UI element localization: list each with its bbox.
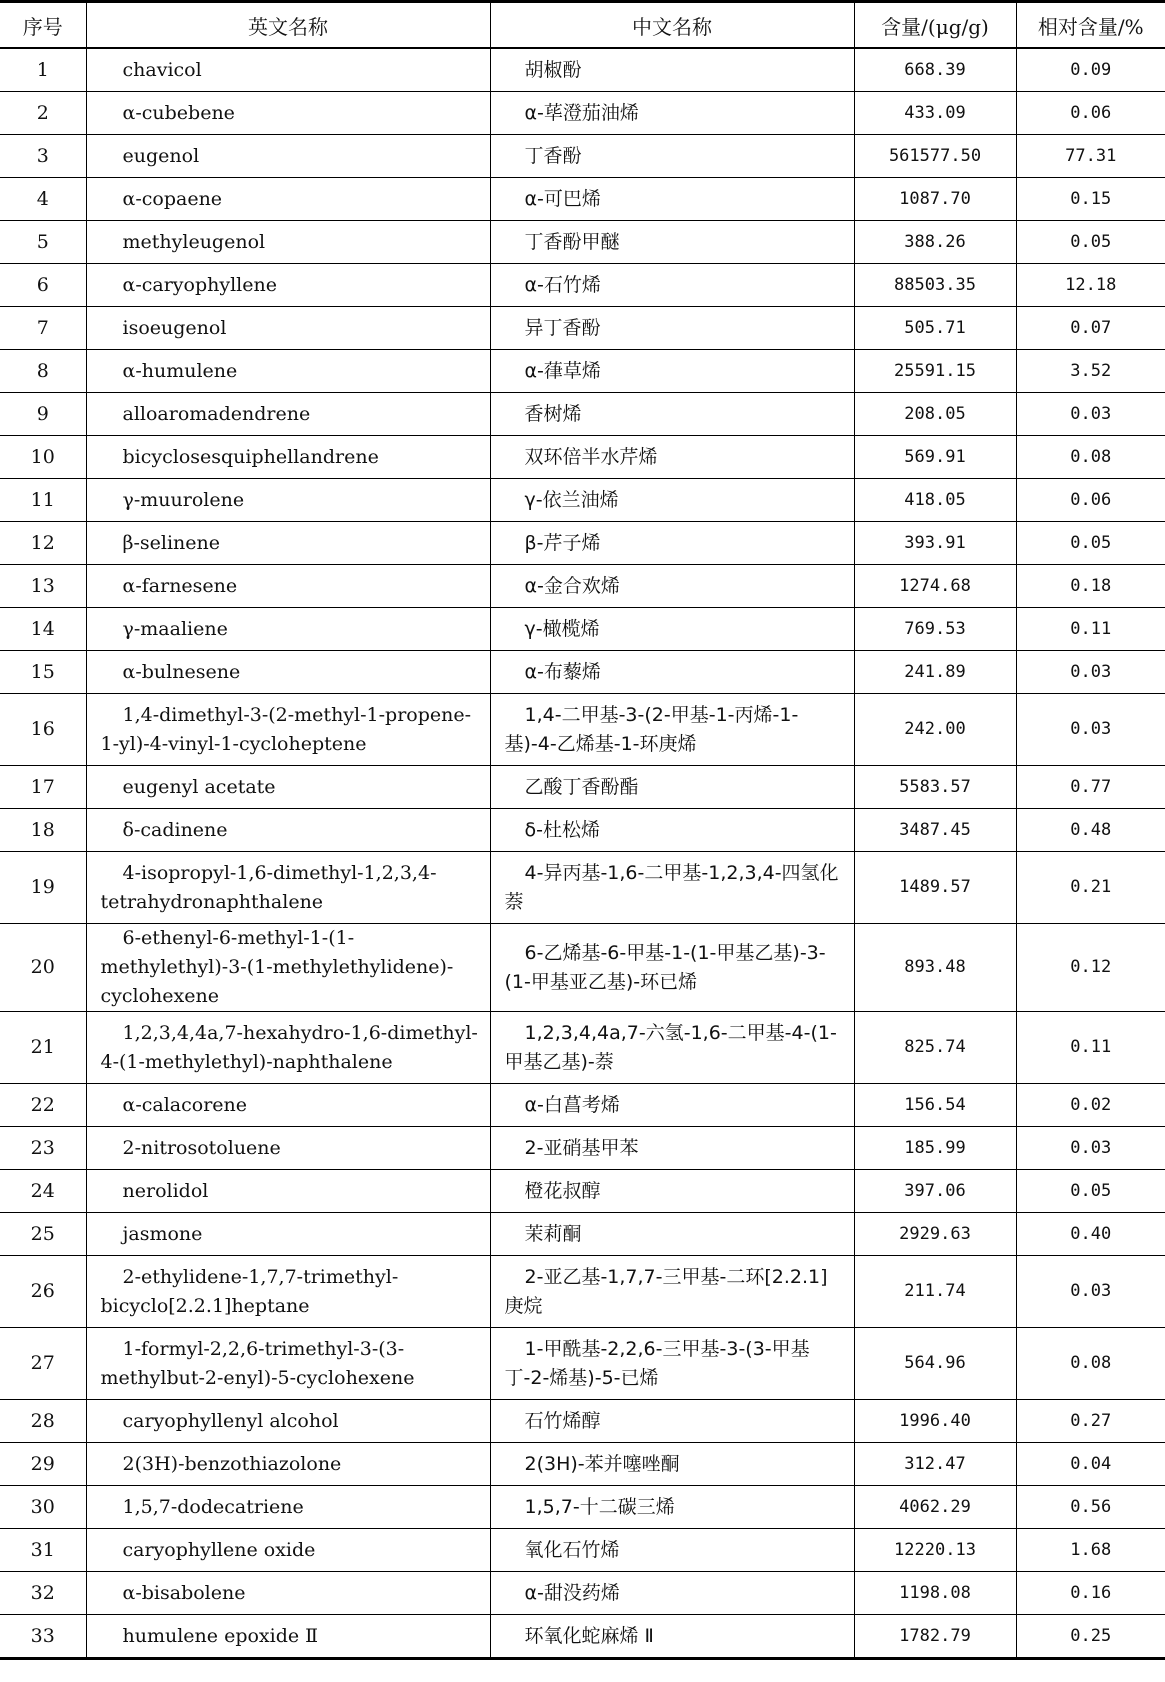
row-english-name: 2-ethylidene-1,7,7-trimethyl-bicyclo[2.2.1]heptane <box>86 1256 490 1328</box>
table-row <box>0 1400 1165 1443</box>
table-row <box>0 178 1165 221</box>
row-index: 29 <box>0 1443 86 1486</box>
row-english-name: jasmone <box>86 1213 490 1256</box>
row-chinese-name: 4-异丙基-1,6-二甲基-1,2,3,4-四氢化萘 <box>490 852 854 924</box>
row-content: 88503.35 <box>854 264 1016 307</box>
row-chinese-name: 丁香酚 <box>490 135 854 178</box>
row-english-name: γ-maaliene <box>86 608 490 651</box>
row-relative-content: 0.02 <box>1016 1084 1165 1127</box>
row-content: 393.91 <box>854 522 1016 565</box>
row-english-name: eugenyl acetate <box>86 766 490 809</box>
row-content: 769.53 <box>854 608 1016 651</box>
row-relative-content: 0.16 <box>1016 1572 1165 1615</box>
row-content: 561577.50 <box>854 135 1016 178</box>
row-content: 564.96 <box>854 1328 1016 1400</box>
header-english-name: 英文名称 <box>86 2 490 49</box>
row-content: 1087.70 <box>854 178 1016 221</box>
row-index: 25 <box>0 1213 86 1256</box>
row-index: 17 <box>0 766 86 809</box>
row-index: 11 <box>0 479 86 522</box>
table-row <box>0 1127 1165 1170</box>
row-index: 12 <box>0 522 86 565</box>
row-index: 10 <box>0 436 86 479</box>
row-content: 569.91 <box>854 436 1016 479</box>
row-relative-content: 0.03 <box>1016 1127 1165 1170</box>
row-english-name: α-caryophyllene <box>86 264 490 307</box>
row-english-name: caryophyllenyl alcohol <box>86 1400 490 1443</box>
table-row <box>0 809 1165 852</box>
row-content: 1782.79 <box>854 1615 1016 1659</box>
row-relative-content: 1.68 <box>1016 1529 1165 1572</box>
row-chinese-name: β-芹子烯 <box>490 522 854 565</box>
row-chinese-name: 双环倍半水芹烯 <box>490 436 854 479</box>
row-english-name: γ-muurolene <box>86 479 490 522</box>
row-chinese-name: δ-杜松烯 <box>490 809 854 852</box>
row-content: 1274.68 <box>854 565 1016 608</box>
row-content: 241.89 <box>854 651 1016 694</box>
table-row <box>0 1615 1165 1659</box>
row-content: 25591.15 <box>854 350 1016 393</box>
row-content: 3487.45 <box>854 809 1016 852</box>
row-english-name: bicyclosesquiphellandrene <box>86 436 490 479</box>
row-english-name: α-cubebene <box>86 92 490 135</box>
row-relative-content: 0.03 <box>1016 393 1165 436</box>
row-chinese-name: γ-橄榄烯 <box>490 608 854 651</box>
row-english-name: methyleugenol <box>86 221 490 264</box>
row-chinese-name: 氧化石竹烯 <box>490 1529 854 1572</box>
table-row <box>0 522 1165 565</box>
row-index: 16 <box>0 694 86 766</box>
row-relative-content: 0.03 <box>1016 651 1165 694</box>
row-index: 31 <box>0 1529 86 1572</box>
row-chinese-name: 2(3H)-苯并噻唑酮 <box>490 1443 854 1486</box>
row-relative-content: 0.11 <box>1016 1012 1165 1084</box>
row-index: 13 <box>0 565 86 608</box>
row-index: 20 <box>0 924 86 1012</box>
row-english-name: humulene epoxide Ⅱ <box>86 1615 490 1659</box>
row-chinese-name: α-荜澄茄油烯 <box>490 92 854 135</box>
table-row <box>0 1256 1165 1328</box>
row-relative-content: 0.27 <box>1016 1400 1165 1443</box>
row-chinese-name: 香树烯 <box>490 393 854 436</box>
row-index: 2 <box>0 92 86 135</box>
row-relative-content: 0.25 <box>1016 1615 1165 1659</box>
row-content: 418.05 <box>854 479 1016 522</box>
row-chinese-name: 丁香酚甲醚 <box>490 221 854 264</box>
row-english-name: β-selinene <box>86 522 490 565</box>
row-index: 30 <box>0 1486 86 1529</box>
row-english-name: alloaromadendrene <box>86 393 490 436</box>
row-english-name: caryophyllene oxide <box>86 1529 490 1572</box>
row-content: 505.71 <box>854 307 1016 350</box>
table-row <box>0 1443 1165 1486</box>
row-index: 6 <box>0 264 86 307</box>
row-relative-content: 0.08 <box>1016 1328 1165 1400</box>
row-relative-content: 0.03 <box>1016 1256 1165 1328</box>
row-content: 1198.08 <box>854 1572 1016 1615</box>
row-relative-content: 0.06 <box>1016 92 1165 135</box>
row-english-name: 1-formyl-2,2,6-trimethyl-3-(3-methylbut-2-enyl)-5-cyclohexene <box>86 1328 490 1400</box>
row-content: 208.05 <box>854 393 1016 436</box>
row-chinese-name: 石竹烯醇 <box>490 1400 854 1443</box>
row-chinese-name: 异丁香酚 <box>490 307 854 350</box>
row-chinese-name: α-甜没药烯 <box>490 1572 854 1615</box>
row-content: 397.06 <box>854 1170 1016 1213</box>
row-index: 14 <box>0 608 86 651</box>
row-relative-content: 0.48 <box>1016 809 1165 852</box>
header-chinese-name: 中文名称 <box>490 2 854 49</box>
row-content: 825.74 <box>854 1012 1016 1084</box>
table-row <box>0 350 1165 393</box>
header-index: 序号 <box>0 2 86 49</box>
row-chinese-name: α-石竹烯 <box>490 264 854 307</box>
row-index: 3 <box>0 135 86 178</box>
row-index: 26 <box>0 1256 86 1328</box>
table-row <box>0 1012 1165 1084</box>
row-content: 388.26 <box>854 221 1016 264</box>
table-row <box>0 221 1165 264</box>
row-index: 27 <box>0 1328 86 1400</box>
row-english-name: chavicol <box>86 48 490 92</box>
row-english-name: α-bulnesene <box>86 651 490 694</box>
row-chinese-name: α-白菖考烯 <box>490 1084 854 1127</box>
row-chinese-name: 1-甲酰基-2,2,6-三甲基-3-(3-甲基丁-2-烯基)-5-已烯 <box>490 1328 854 1400</box>
table-row <box>0 48 1165 92</box>
row-index: 24 <box>0 1170 86 1213</box>
row-chinese-name: α-可巴烯 <box>490 178 854 221</box>
table-row <box>0 1572 1165 1615</box>
row-index: 5 <box>0 221 86 264</box>
row-relative-content: 0.05 <box>1016 522 1165 565</box>
row-relative-content: 0.21 <box>1016 852 1165 924</box>
row-content: 312.47 <box>854 1443 1016 1486</box>
row-chinese-name: α-布藜烯 <box>490 651 854 694</box>
row-chinese-name: 1,4-二甲基-3-(2-甲基-1-丙烯-1-基)-4-乙烯基-1-环庚烯 <box>490 694 854 766</box>
row-content: 2929.63 <box>854 1213 1016 1256</box>
row-relative-content: 0.04 <box>1016 1443 1165 1486</box>
table-row <box>0 393 1165 436</box>
row-relative-content: 77.31 <box>1016 135 1165 178</box>
row-relative-content: 0.08 <box>1016 436 1165 479</box>
row-chinese-name: 2-亚硝基甲苯 <box>490 1127 854 1170</box>
row-relative-content: 0.40 <box>1016 1213 1165 1256</box>
table-row <box>0 608 1165 651</box>
row-relative-content: 0.05 <box>1016 221 1165 264</box>
table-row <box>0 852 1165 924</box>
table-row <box>0 1213 1165 1256</box>
table-row <box>0 565 1165 608</box>
row-english-name: α-calacorene <box>86 1084 490 1127</box>
row-content: 893.48 <box>854 924 1016 1012</box>
table-row <box>0 766 1165 809</box>
header-relative-content: 相对含量/% <box>1016 2 1165 49</box>
row-chinese-name: 环氧化蛇麻烯 Ⅱ <box>490 1615 854 1659</box>
row-chinese-name: 2-亚乙基-1,7,7-三甲基-二环[2.2.1]庚烷 <box>490 1256 854 1328</box>
row-english-name: 1,4-dimethyl-3-(2-methyl-1-propene-1-yl)-4-vinyl-1-cycloheptene <box>86 694 490 766</box>
row-relative-content: 3.52 <box>1016 350 1165 393</box>
row-index: 18 <box>0 809 86 852</box>
row-english-name: α-copaene <box>86 178 490 221</box>
row-index: 32 <box>0 1572 86 1615</box>
row-chinese-name: 1,2,3,4,4a,7-六氢-1,6-二甲基-4-(1-甲基乙基)-萘 <box>490 1012 854 1084</box>
table-row <box>0 264 1165 307</box>
row-content: 211.74 <box>854 1256 1016 1328</box>
row-content: 1489.57 <box>854 852 1016 924</box>
row-chinese-name: γ-依兰油烯 <box>490 479 854 522</box>
row-chinese-name: 1,5,7-十二碳三烯 <box>490 1486 854 1529</box>
row-english-name: α-bisabolene <box>86 1572 490 1615</box>
header-content: 含量/(μg/g) <box>854 2 1016 49</box>
row-relative-content: 0.12 <box>1016 924 1165 1012</box>
row-index: 22 <box>0 1084 86 1127</box>
row-index: 19 <box>0 852 86 924</box>
row-content: 156.54 <box>854 1084 1016 1127</box>
row-relative-content: 0.07 <box>1016 307 1165 350</box>
row-english-name: eugenol <box>86 135 490 178</box>
row-english-name: 1,2,3,4,4a,7-hexahydro-1,6-dimethyl-4-(1-methylethyl)-naphthalene <box>86 1012 490 1084</box>
row-index: 33 <box>0 1615 86 1659</box>
row-index: 21 <box>0 1012 86 1084</box>
row-chinese-name: 茉莉酮 <box>490 1213 854 1256</box>
table-row <box>0 1328 1165 1400</box>
row-chinese-name: α-葎草烯 <box>490 350 854 393</box>
row-content: 5583.57 <box>854 766 1016 809</box>
row-english-name: α-humulene <box>86 350 490 393</box>
row-index: 23 <box>0 1127 86 1170</box>
row-relative-content: 0.15 <box>1016 178 1165 221</box>
row-index: 1 <box>0 48 86 92</box>
table-row <box>0 135 1165 178</box>
row-content: 1996.40 <box>854 1400 1016 1443</box>
row-relative-content: 0.77 <box>1016 766 1165 809</box>
row-index: 15 <box>0 651 86 694</box>
row-chinese-name: 胡椒酚 <box>490 48 854 92</box>
row-relative-content: 0.11 <box>1016 608 1165 651</box>
row-english-name: isoeugenol <box>86 307 490 350</box>
row-relative-content: 0.05 <box>1016 1170 1165 1213</box>
row-content: 433.09 <box>854 92 1016 135</box>
row-content: 185.99 <box>854 1127 1016 1170</box>
table-body <box>0 48 1165 1659</box>
row-relative-content: 0.56 <box>1016 1486 1165 1529</box>
row-english-name: 6-ethenyl-6-methyl-1-(1-methylethyl)-3-(1-methylethylidene)-cyclohexene <box>86 924 490 1012</box>
row-index: 9 <box>0 393 86 436</box>
row-relative-content: 0.06 <box>1016 479 1165 522</box>
row-content: 242.00 <box>854 694 1016 766</box>
row-english-name: δ-cadinene <box>86 809 490 852</box>
table-row <box>0 1170 1165 1213</box>
row-index: 4 <box>0 178 86 221</box>
table-row <box>0 694 1165 766</box>
row-content: 12220.13 <box>854 1529 1016 1572</box>
row-english-name: 2(3H)-benzothiazolone <box>86 1443 490 1486</box>
table-row <box>0 92 1165 135</box>
row-index: 28 <box>0 1400 86 1443</box>
row-index: 8 <box>0 350 86 393</box>
table-header-row <box>0 2 1165 49</box>
table-row <box>0 307 1165 350</box>
row-english-name: 1,5,7-dodecatriene <box>86 1486 490 1529</box>
table-row <box>0 924 1165 1012</box>
row-chinese-name: 橙花叔醇 <box>490 1170 854 1213</box>
row-content: 668.39 <box>854 48 1016 92</box>
table-row <box>0 651 1165 694</box>
table-row <box>0 479 1165 522</box>
row-relative-content: 0.18 <box>1016 565 1165 608</box>
row-relative-content: 12.18 <box>1016 264 1165 307</box>
table-row <box>0 436 1165 479</box>
table-row <box>0 1084 1165 1127</box>
row-english-name: nerolidol <box>86 1170 490 1213</box>
row-content: 4062.29 <box>854 1486 1016 1529</box>
table-row <box>0 1486 1165 1529</box>
row-english-name: α-farnesene <box>86 565 490 608</box>
row-index: 7 <box>0 307 86 350</box>
row-chinese-name: 6-乙烯基-6-甲基-1-(1-甲基乙基)-3-(1-甲基亚乙基)-环已烯 <box>490 924 854 1012</box>
row-relative-content: 0.03 <box>1016 694 1165 766</box>
table-row <box>0 1529 1165 1572</box>
row-english-name: 2-nitrosotoluene <box>86 1127 490 1170</box>
row-relative-content: 0.09 <box>1016 48 1165 92</box>
row-chinese-name: α-金合欢烯 <box>490 565 854 608</box>
row-chinese-name: 乙酸丁香酚酯 <box>490 766 854 809</box>
row-english-name: 4-isopropyl-1,6-dimethyl-1,2,3,4-tetrahydronaphthalene <box>86 852 490 924</box>
